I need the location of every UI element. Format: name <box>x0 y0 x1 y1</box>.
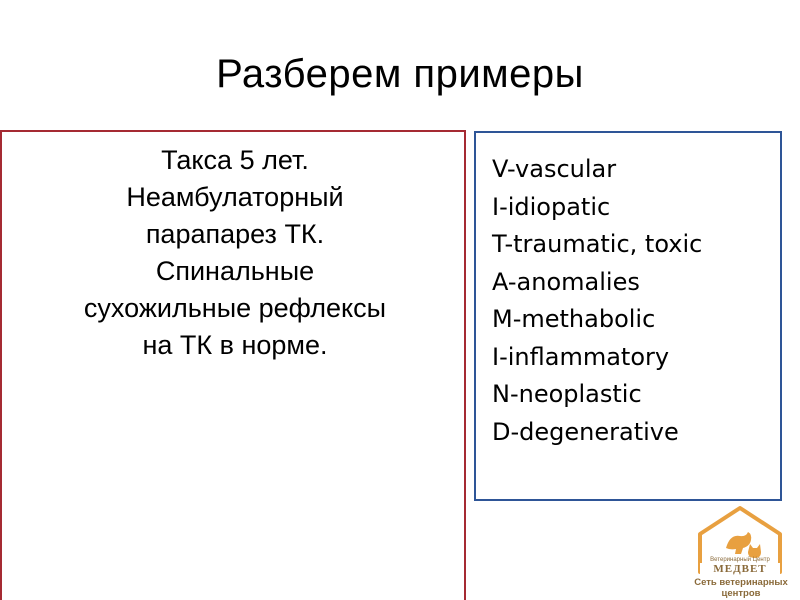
case-line: сухожильные рефлексы <box>83 293 387 323</box>
case-line: Спинальные <box>155 256 315 286</box>
vitamind-item: A-anomalies <box>492 267 640 296</box>
slide-title: Разберем примеры <box>216 52 584 96</box>
case-description-box <box>0 130 466 600</box>
vitamind-item: T-traumatic, toxic <box>492 230 703 258</box>
vitamind-item: I-idiopatic <box>492 192 611 221</box>
vitamind-list <box>492 151 702 451</box>
case-description-text <box>2 142 468 364</box>
vitamind-item: D-degenerative <box>492 417 679 446</box>
case-line: парапарез ТК. <box>145 219 325 249</box>
vitamind-item: M-methabolic <box>492 305 656 333</box>
logo-caption <box>686 577 796 599</box>
logo-caption-line: центров <box>721 588 761 599</box>
vitamind-item: N-neoplastic <box>492 380 642 408</box>
logo-small-text: Ветеринарный Центр <box>710 557 770 563</box>
logo-brand: МЕДВЕТ <box>713 563 767 575</box>
case-line: Такса 5 лет. <box>161 145 309 175</box>
logo-caption-line: Сеть ветеринарных <box>694 577 788 588</box>
vitamind-item: I-inflammatory <box>492 342 670 371</box>
vitamind-item: V-vascular <box>492 155 617 183</box>
vitamind-box <box>474 131 782 501</box>
case-line: на ТК в норме. <box>142 330 328 360</box>
case-line: Неамбулаторный <box>126 182 344 212</box>
